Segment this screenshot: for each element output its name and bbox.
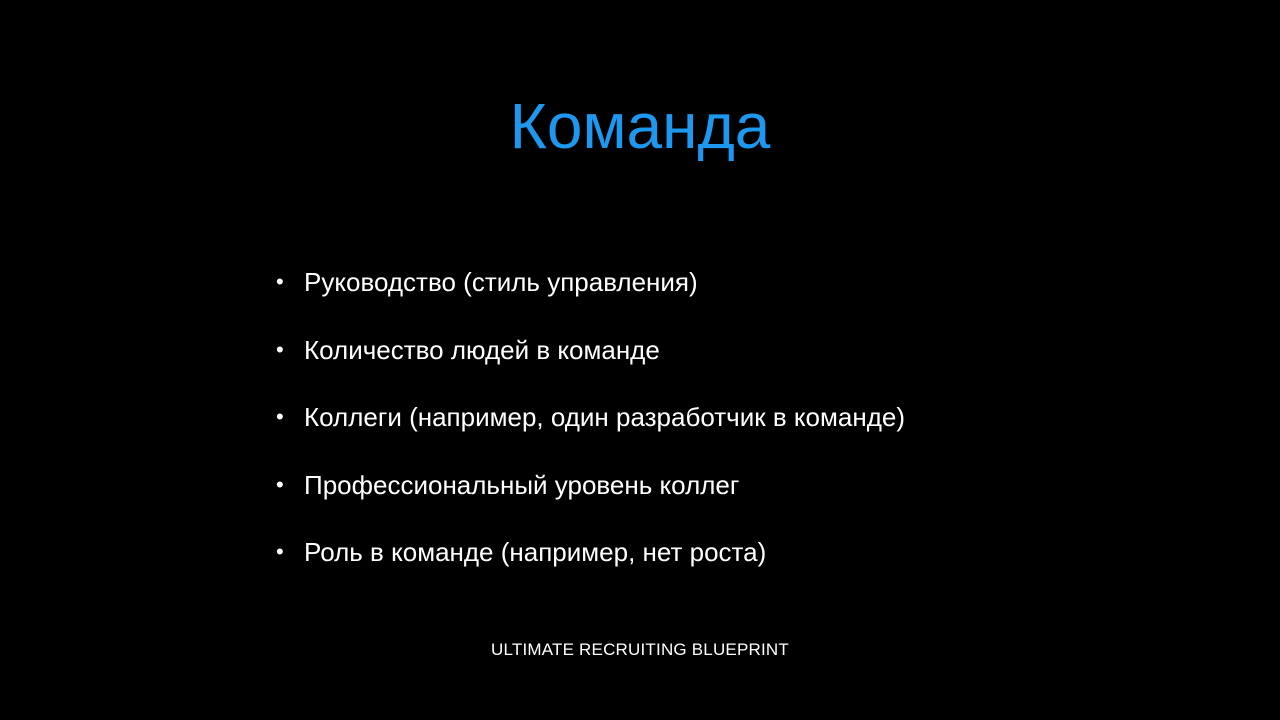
bullet-text: Руководство (стиль управления) (304, 267, 698, 297)
slide-title: Команда (509, 90, 771, 162)
bullet-item (276, 330, 905, 370)
bullet-icon: • (276, 539, 284, 564)
bullet-icon: • (276, 336, 284, 362)
slide-footer: ULTIMATE RECRUITING BLUEPRINT (491, 640, 789, 659)
bullet-list (276, 262, 905, 600)
bullet-text: Количество людей в команде (304, 334, 660, 365)
bullet-item (276, 465, 905, 505)
bullet-text: Роль в команде (например, нет роста) (304, 537, 767, 567)
bullet-text: Профессиональный уровень коллег (304, 469, 740, 500)
bullet-item (276, 532, 905, 572)
bullet-item (276, 262, 905, 302)
bullet-icon: • (276, 471, 284, 497)
bullet-item (276, 397, 905, 437)
bullet-icon: • (276, 404, 284, 429)
bullet-text: Коллеги (например, один разработчик в команде) (304, 402, 905, 432)
bullet-icon: • (276, 269, 284, 294)
